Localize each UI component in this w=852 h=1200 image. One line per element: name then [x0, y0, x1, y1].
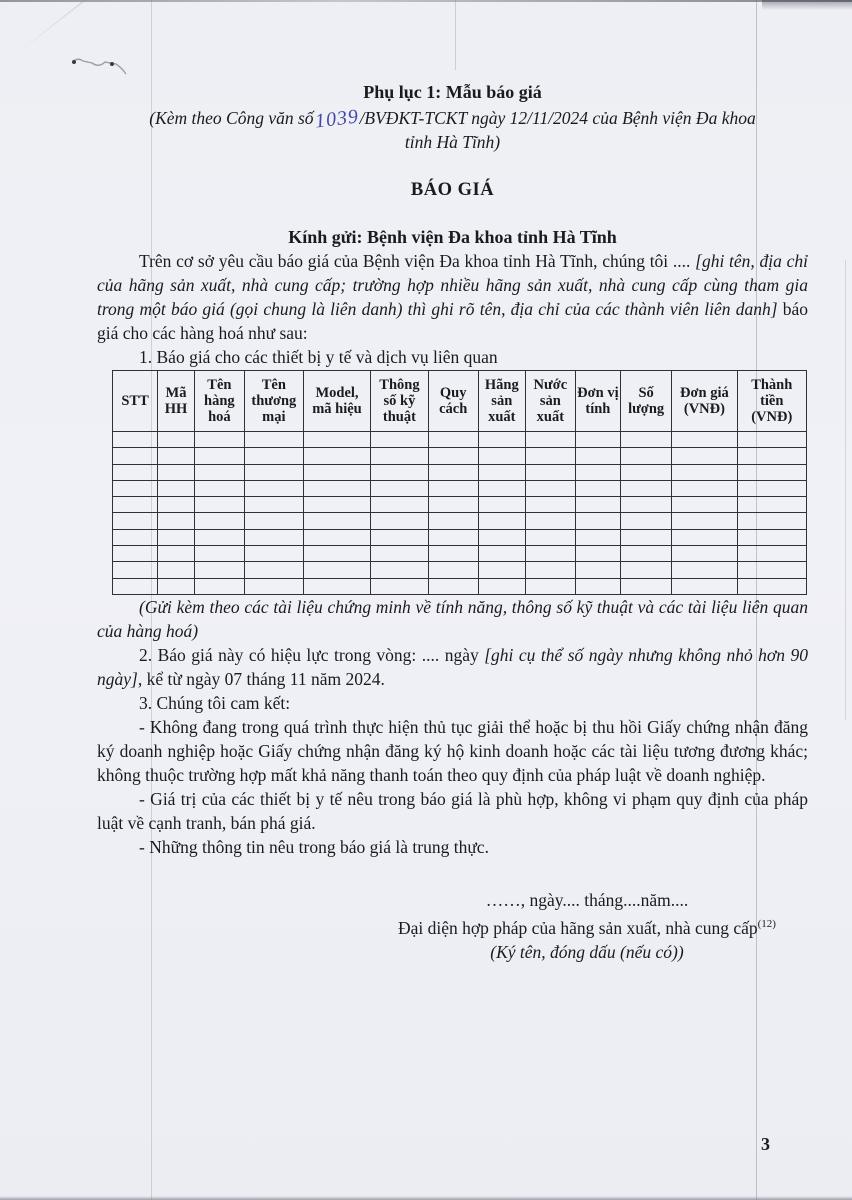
table-empty-cell: [478, 497, 525, 513]
quote-table-head: [113, 371, 807, 432]
table-empty-cell: [194, 448, 244, 464]
table-empty-cell: [575, 562, 620, 578]
table-empty-cell: [575, 529, 620, 545]
signature-date-line: ……, ngày.... tháng....năm....: [485, 889, 689, 910]
table-empty-cell: [575, 464, 620, 480]
table-header-cell: Hãng sản xuất: [478, 371, 525, 432]
table-empty-cell: [428, 529, 478, 545]
table-empty-cell: [620, 529, 671, 545]
table-empty-cell: [575, 546, 620, 562]
table-empty-cell: [672, 578, 737, 594]
table-empty-cell: [428, 562, 478, 578]
table-empty-cell: [244, 529, 303, 545]
signature-footnote-ref: (12): [757, 917, 776, 930]
table-empty-cell: [672, 497, 737, 513]
table-header-cell: Đơn vị tính: [575, 371, 620, 432]
table-header-cell: Tên thương mại: [244, 371, 303, 432]
table-empty-cell: [371, 529, 429, 545]
validity-paragraph: [97, 643, 808, 691]
table-empty-cell: [737, 513, 806, 529]
table-empty-cell: [371, 432, 429, 448]
signature-instruction: (Ký tên, đóng dấu (nếu có)): [490, 941, 684, 962]
signature-role-text: Đại diện hợp pháp của hãng sản xuất, nhà cung cấp: [398, 917, 758, 938]
table-empty-cell: [428, 497, 478, 513]
table-row: [113, 448, 807, 464]
table-empty-cell: [620, 480, 671, 496]
table-empty-cell: [158, 480, 195, 496]
table-empty-cell: [244, 578, 303, 594]
table-empty-cell: [525, 529, 575, 545]
table-empty-cell: [672, 432, 737, 448]
table-empty-cell: [158, 464, 195, 480]
table-row: [113, 513, 807, 529]
table-header-cell: Quy cách: [428, 371, 478, 432]
appendix-title: Phụ lục 1: Mẫu báo giá: [363, 82, 542, 102]
table-empty-cell: [525, 480, 575, 496]
table-empty-cell: [478, 578, 525, 594]
salutation-line: Kính gửi: Bệnh viện Đa khoa tỉnh Hà Tĩnh: [288, 227, 617, 247]
table-empty-cell: [737, 562, 806, 578]
subtitle-line-1: [97, 105, 808, 133]
table-empty-cell: [525, 562, 575, 578]
handwritten-document-number: 1039: [313, 105, 360, 133]
table-empty-cell: [525, 546, 575, 562]
intro-paragraph: [97, 249, 808, 345]
table-empty-cell: [737, 497, 806, 513]
table-empty-cell: [737, 546, 806, 562]
table-empty-cell: [428, 448, 478, 464]
table-empty-cell: [194, 546, 244, 562]
table-empty-cell: [575, 448, 620, 464]
table-empty-cell: [525, 513, 575, 529]
document-title: BÁO GIÁ: [410, 180, 495, 200]
commitment-item-2: - Giá trị của các thiết bị y tế nêu trong báo giá là phù hợp, không vi phạm quy định của pháp luật về cạnh tranh, bán phá giá.: [97, 788, 808, 833]
table-empty-cell: [371, 448, 429, 464]
table-empty-cell: [428, 432, 478, 448]
table-note-paragraph: (Gửi kèm theo các tài liệu chứng minh về tính năng, thông số kỹ thuật và các tài liệu liên quan của hàng hoá): [97, 596, 808, 641]
table-empty-cell: [672, 448, 737, 464]
table-empty-cell: [158, 562, 195, 578]
table-empty-cell: [620, 448, 671, 464]
table-empty-cell: [303, 448, 370, 464]
table-empty-cell: [303, 480, 370, 496]
table-empty-cell: [113, 546, 158, 562]
table-empty-cell: [194, 529, 244, 545]
table-empty-cell: [672, 513, 737, 529]
table-empty-cell: [525, 432, 575, 448]
quote-table-body: [113, 432, 807, 595]
commitment-heading: 3. Chúng tôi cam kết:: [139, 692, 291, 713]
table-empty-cell: [737, 578, 806, 594]
table-empty-cell: [113, 578, 158, 594]
table-row: [113, 562, 807, 578]
table-header-cell: STT: [113, 371, 158, 432]
table-empty-cell: [371, 497, 429, 513]
table-empty-cell: [575, 432, 620, 448]
table-row: [113, 432, 807, 448]
table-empty-cell: [244, 497, 303, 513]
table-empty-cell: [158, 578, 195, 594]
intro-tail: báo giá cho các hàng hoá như sau:: [97, 299, 808, 343]
table-empty-cell: [244, 432, 303, 448]
table-empty-cell: [478, 448, 525, 464]
validity-tail: , kể từ ngày 07 tháng 11 năm 2024.: [137, 668, 385, 689]
intro-bracket-note: [ghi tên, địa chỉ của hãng sản xuất, nhà cung cấp; trường hợp nhiều hãng sản xuất, nhà cung cấp cùng tham gia trong một báo giá (gọi chung là liên danh) thì ghi rõ tên, địa chỉ của các thành viên liên danh]: [97, 251, 809, 319]
scan-edge-bottom: [0, 1196, 852, 1200]
table-empty-cell: [672, 562, 737, 578]
table-empty-cell: [428, 480, 478, 496]
table-row: [113, 480, 807, 496]
table-row: [113, 529, 807, 545]
table-empty-cell: [371, 546, 429, 562]
table-empty-cell: [371, 480, 429, 496]
table-empty-cell: [194, 480, 244, 496]
section-1-heading: 1. Báo giá cho các thiết bị y tế và dịch vụ liên quan: [139, 347, 498, 367]
table-empty-cell: [672, 546, 737, 562]
table-empty-cell: [303, 546, 370, 562]
table-empty-cell: [303, 562, 370, 578]
table-empty-cell: [113, 497, 158, 513]
table-empty-cell: [620, 497, 671, 513]
table-empty-cell: [158, 513, 195, 529]
table-empty-cell: [113, 432, 158, 448]
table-empty-cell: [371, 513, 429, 529]
table-empty-cell: [428, 578, 478, 594]
intro-text: Trên cơ sở yêu cầu báo giá của Bệnh viện Đa khoa tỉnh Hà Tĩnh, chúng tôi ....: [139, 251, 696, 271]
table-empty-cell: [194, 464, 244, 480]
subtitle-prefix: (Kèm theo Công văn số: [149, 108, 314, 128]
table-empty-cell: [158, 529, 195, 545]
commitment-item-3: - Những thông tin nêu trong báo giá là trung thực.: [139, 836, 489, 857]
table-empty-cell: [620, 578, 671, 594]
table-empty-cell: [244, 448, 303, 464]
table-empty-cell: [428, 464, 478, 480]
table-empty-cell: [194, 578, 244, 594]
table-empty-cell: [737, 529, 806, 545]
table-header-cell: Model, mã hiệu: [303, 371, 370, 432]
quote-table: [112, 370, 807, 595]
table-empty-cell: [113, 480, 158, 496]
table-empty-cell: [194, 432, 244, 448]
table-empty-cell: [158, 497, 195, 513]
table-empty-cell: [158, 546, 195, 562]
table-empty-cell: [194, 562, 244, 578]
page-number: 3: [761, 1134, 770, 1154]
table-header-cell: Đơn giá (VNĐ): [672, 371, 737, 432]
table-row: [113, 497, 807, 513]
table-empty-cell: [303, 432, 370, 448]
table-header-cell: Thành tiền (VNĐ): [737, 371, 806, 432]
table-empty-cell: [428, 513, 478, 529]
table-empty-cell: [478, 464, 525, 480]
table-empty-cell: [575, 578, 620, 594]
table-empty-cell: [672, 480, 737, 496]
table-empty-cell: [244, 562, 303, 578]
table-empty-cell: [371, 578, 429, 594]
table-empty-cell: [303, 513, 370, 529]
table-empty-cell: [575, 480, 620, 496]
table-empty-cell: [244, 464, 303, 480]
signature-block: [386, 888, 788, 964]
table-empty-cell: [113, 448, 158, 464]
table-empty-cell: [478, 546, 525, 562]
validity-text: 2. Báo giá này có hiệu lực trong vòng: .... ngày: [139, 644, 485, 665]
table-empty-cell: [478, 529, 525, 545]
table-empty-cell: [303, 464, 370, 480]
table-empty-cell: [371, 562, 429, 578]
table-empty-cell: [620, 464, 671, 480]
table-empty-cell: [737, 464, 806, 480]
table-empty-cell: [303, 578, 370, 594]
table-empty-cell: [303, 497, 370, 513]
table-row: [113, 464, 807, 480]
table-empty-cell: [672, 529, 737, 545]
table-empty-cell: [244, 513, 303, 529]
table-header-row: [113, 371, 807, 432]
table-empty-cell: [113, 464, 158, 480]
table-row: [113, 578, 807, 594]
table-empty-cell: [371, 464, 429, 480]
table-empty-cell: [620, 562, 671, 578]
table-empty-cell: [575, 513, 620, 529]
table-empty-cell: [525, 464, 575, 480]
table-empty-cell: [158, 448, 195, 464]
table-header-cell: Tên hàng hoá: [194, 371, 244, 432]
table-empty-cell: [525, 448, 575, 464]
table-empty-cell: [303, 529, 370, 545]
table-empty-cell: [113, 562, 158, 578]
validity-bracket-note: [ghi cụ thể số ngày nhưng không nhỏ hơn 90 ngày]: [97, 644, 808, 689]
subtitle-line-2: tỉnh Hà Tĩnh): [404, 132, 501, 152]
table-empty-cell: [737, 480, 806, 496]
table-header-cell: Thông số kỹ thuật: [371, 371, 429, 432]
table-empty-cell: [428, 546, 478, 562]
table-header-cell: Số lượng: [620, 371, 671, 432]
table-empty-cell: [525, 578, 575, 594]
commitment-item-1: - Không đang trong quá trình thực hiện thủ tục giải thể hoặc bị thu hồi Giấy chứng nhận đăng ký doanh nghiệp hoặc Giấy chứng nhận đăng ký hộ kinh doanh hoặc các tài liệu tương đương khác; không thuộc trường hợp mất khả năng thanh toán theo quy định của pháp luật về doanh nghiệp.: [97, 716, 808, 785]
table-header-cell: Nước sản xuất: [525, 371, 575, 432]
table-header-cell: Mã HH: [158, 371, 195, 432]
table-empty-cell: [525, 497, 575, 513]
table-empty-cell: [113, 529, 158, 545]
table-empty-cell: [620, 546, 671, 562]
signature-role-line: [386, 912, 788, 940]
table-empty-cell: [478, 480, 525, 496]
subtitle-middle: /BVĐKT-TCKT ngày 12/11/2024 của Bệnh viện Đa khoa: [359, 108, 756, 128]
table-empty-cell: [737, 432, 806, 448]
table-empty-cell: [244, 546, 303, 562]
table-empty-cell: [113, 513, 158, 529]
table-empty-cell: [737, 448, 806, 464]
table-empty-cell: [575, 497, 620, 513]
table-empty-cell: [194, 497, 244, 513]
table-empty-cell: [478, 432, 525, 448]
table-empty-cell: [158, 432, 195, 448]
table-empty-cell: [478, 513, 525, 529]
table-empty-cell: [620, 513, 671, 529]
table-empty-cell: [244, 480, 303, 496]
table-empty-cell: [194, 513, 244, 529]
table-empty-cell: [478, 562, 525, 578]
table-empty-cell: [672, 464, 737, 480]
table-empty-cell: [620, 432, 671, 448]
table-row: [113, 546, 807, 562]
